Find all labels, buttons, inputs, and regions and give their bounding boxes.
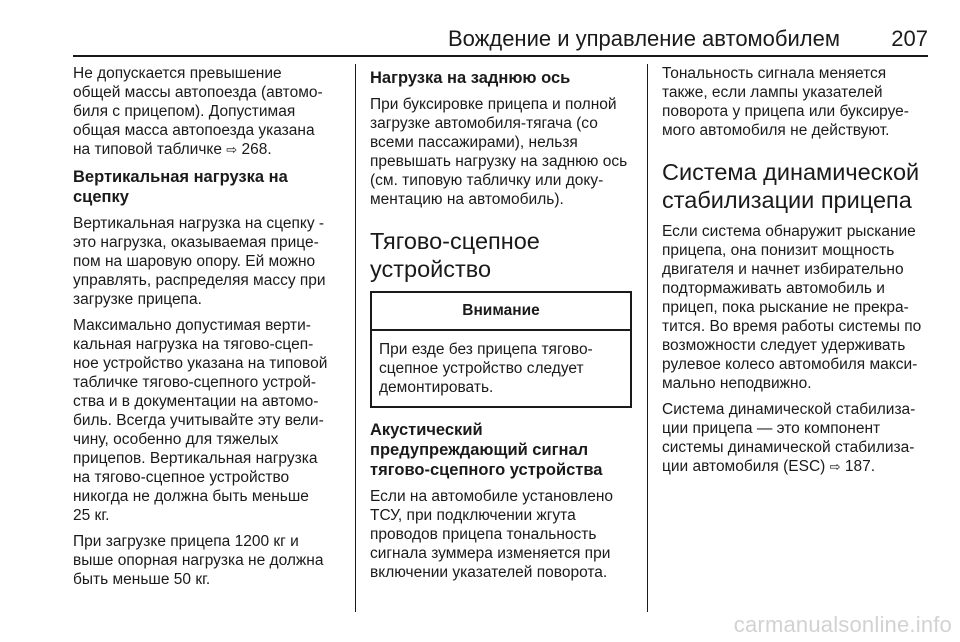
page-reference-arrow-icon: ⇨ — [829, 459, 841, 474]
watermark: carmanualsonline.info — [733, 612, 952, 637]
header-title: Вождение и управление автомобилем — [447, 26, 840, 51]
header-rule — [73, 55, 928, 57]
paragraph-signal-tone: Тональность сигнала меняется также, если лампы указателей поворота у прицепа или буксируе- мого автомобиля не действуют. — [662, 65, 909, 139]
heading-towing-device: Тягово-сцепное устройство — [370, 228, 540, 282]
heading-trailer-stability: Система динамической стабилизации прицепа — [662, 159, 920, 213]
page-reference-arrow-icon: ⇨ — [226, 142, 238, 157]
paragraph-max-vertical-load: Максимально допустимая верти- кальная нагрузка на тягово-сцеп- ное устройство указана на типовой табличке тягово-сцепного устрой- ства и в документации на автомо- биль. Всегда учитывайте эту вели- чину, особенно для тяжелых прицепов. Вертикальная нагрузка на тягово-сцепное устройство никогда не должна быть меньше 25 кг. — [73, 317, 328, 524]
heading-acoustic-signal: Акустический предупреждающий сигнал тягово-сцепного устройства — [370, 421, 603, 479]
paragraph-vertical-load: Вертикальная нагрузка на сцепку - это нагрузка, оказываемая прице- пом на шаровую опору. Ей можно управлять, распределяя массу при загрузке прицепа. — [73, 215, 326, 308]
paragraph-acoustic-signal: Если на автомобиле установлено ТСУ, при подключении жгута проводов прицепа тональность сигнала зуммера изменяется при включении указателей поворота. — [370, 488, 614, 581]
text-line: биля с прицепом). Допустимая — [73, 103, 296, 120]
column-3 — [662, 64, 928, 483]
column-2 — [370, 64, 632, 589]
text-line: ции автомобиля (ESC) — [662, 458, 826, 475]
column-divider-1 — [355, 64, 356, 612]
text-line: на типовой табличке — [73, 141, 222, 158]
column-divider-2 — [647, 64, 648, 612]
paragraph-rear-axle-load: При буксировке прицепа и полной загрузке автомобиля-тягача (со всеми пассажирами), нельзя превышать нагрузку на заднюю ось (см. типовую табличку или доку- ментацию на автомобиль). — [370, 96, 628, 208]
heading-vertical-load: Вертикальная нагрузка на сцепку — [73, 168, 288, 206]
heading-rear-axle-load: Нагрузка на заднюю ось — [370, 69, 571, 87]
text-line: общая масса автопоезда указана — [73, 122, 315, 139]
warning-title: Внимание — [372, 293, 630, 331]
text-line: общей массы автопоезда (автомо- — [73, 84, 323, 101]
column-1 — [73, 64, 345, 596]
paragraph-gross-weight — [73, 64, 345, 159]
text-line: Не допускается превышение — [73, 65, 282, 82]
paragraph-esc-component: Система динамической стабилиза- ции прицепа — это компонент системы динамической стабилиза- ции автомобиля (ESC) ⇨ 187. — [662, 401, 916, 475]
warning-body: При езде без прицепа тягово- сцепное устройство следует демонтировать. — [379, 341, 593, 396]
paragraph-trailer-sway: Если система обнаружит рыскание прицепа, она понизит мощность двигателя и начнет избирательно подтормаживать автомобиль и прицеп, пока рыскание не прекра- тится. Во время работы системы по возможности следует удерживать рулевое колесо автомобиля макси- мально неподвижно. — [662, 223, 922, 392]
page-number: 207 — [891, 26, 928, 51]
page-reference-link[interactable]: 187. — [844, 458, 876, 475]
page-reference-link[interactable]: 268. — [241, 141, 272, 158]
warning-box — [370, 291, 632, 408]
paragraph-support-load: При загрузке прицепа 1200 кг и выше опорная нагрузка не должна быть меньше 50 кг. — [73, 533, 324, 588]
